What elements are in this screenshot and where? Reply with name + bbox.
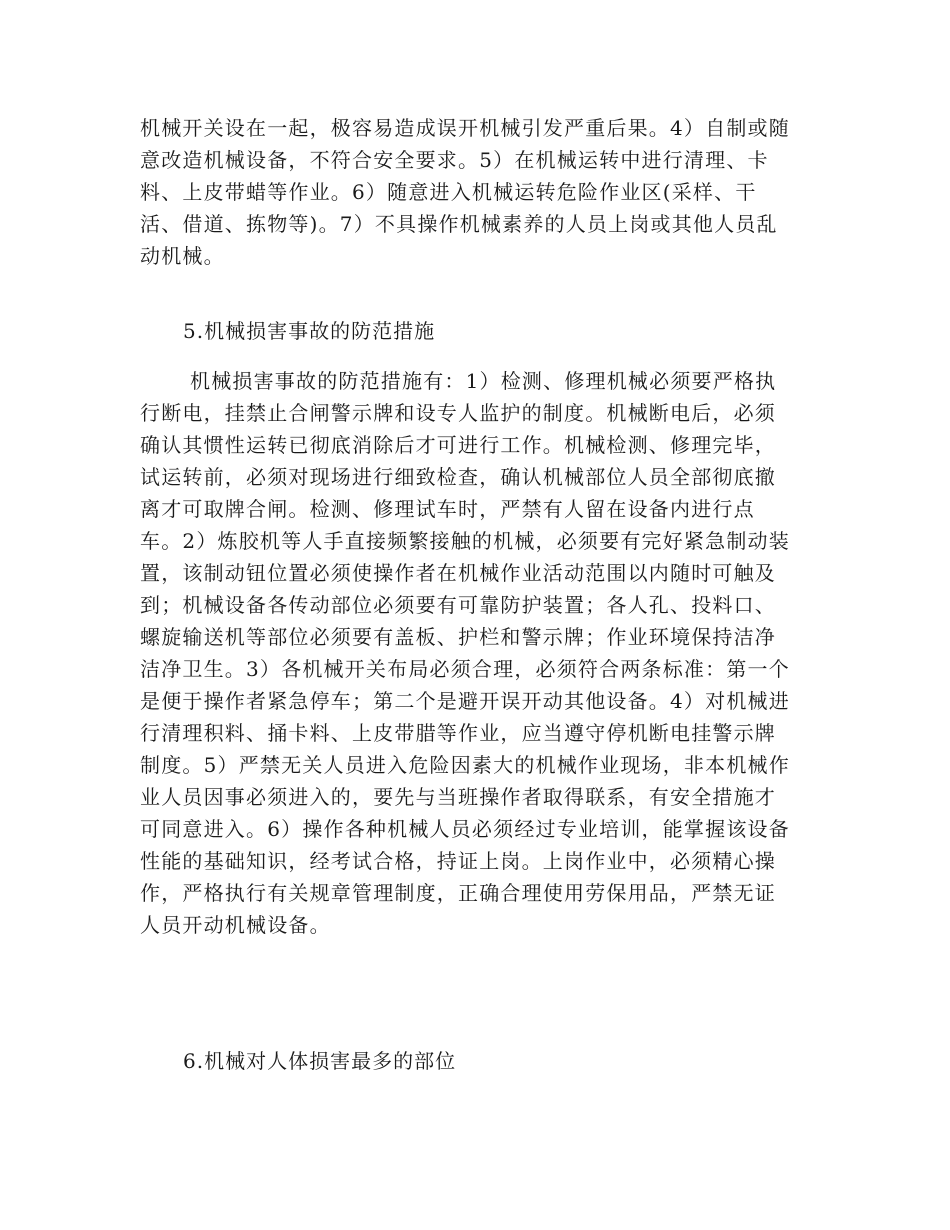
text-line: 置，该制动钮位置必须使操作者在机械作业活动范围以内随时可触及	[140, 561, 776, 585]
text-line: 机械损害事故的防范措施有：1）检测、修理机械必须要严格执	[190, 369, 777, 393]
text-line: 意改造机械设备，不符合安全要求。5）在机械运转中进行清理、卡	[140, 148, 769, 172]
text-line: 螺旋输送机等部位必须要有盖板、护栏和警示牌；作业环境保持洁净	[140, 625, 776, 649]
text-line: 到；机械设备各传动部位必须要有可靠防护装置；各人孔、投料口、	[140, 593, 776, 617]
text-line: 车。2）炼胶机等人手直接频繁接触的机械，必须要有完好紧急制动装	[140, 529, 790, 553]
text-line: 洁净卫生。3）各机械开关布局必须合理，必须符合两条标准：第一个	[140, 657, 790, 681]
text-line: 离才可取牌合闸。检测、修理试车时，严禁有人留在设备内进行点	[140, 497, 755, 521]
text-line: 料、上皮带蜡等作业。6）随意进入机械运转危险作业区(采样、干	[140, 180, 757, 204]
text-line: 人员开动机械设备。	[140, 913, 331, 937]
text-line: 动机械。	[140, 244, 225, 268]
text-line: 试运转前，必须对现场进行细致检查，确认机械部位人员全部彻底撤	[140, 465, 776, 489]
text-line: 行断电，挂禁止合闸警示牌和设专人监护的制度。机械断电后，必须	[140, 401, 776, 425]
section-heading-6: 6.机械对人体损害最多的部位	[183, 1049, 457, 1073]
paragraph-prevention-measures	[140, 365, 810, 941]
text-line: 可同意进入。6）操作各种机械人员必须经过专业培训，能掌握该设备	[140, 817, 790, 841]
text-line: 性能的基础知识，经考试合格，持证上岗。上岗作业中，必须精心操	[140, 849, 776, 873]
text-line: 机械开关设在一起，极容易造成误开机械引发严重后果。4）自制或随	[140, 116, 790, 140]
text-line: 确认其惯性运转已彻底消除后才可进行工作。机械检测、修理完毕，	[140, 433, 776, 457]
text-line: 行清理积料、捅卡料、上皮带腊等作业，应当遵守停机断电挂警示牌	[140, 721, 776, 745]
text-line: 活、借道、拣物等)。7）不具操作机械素养的人员上岗或其他人员乱	[140, 212, 778, 236]
text-line: 作，严格执行有关规章管理制度，正确合理使用劳保用品，严禁无证	[140, 881, 776, 905]
section-heading-5: 5.机械损害事故的防范措施	[183, 319, 436, 343]
text-line: 制度。5）严禁无关人员进入危险因素大的机械作业现场，非本机械作	[140, 753, 790, 777]
text-line: 是便于操作者紧急停车；第二个是避开误开动其他设备。4）对机械进	[140, 689, 790, 713]
text-line: 业人员因事必须进入的，要先与当班操作者取得联系，有安全措施才	[140, 785, 776, 809]
paragraph-causes-continued	[140, 112, 810, 272]
